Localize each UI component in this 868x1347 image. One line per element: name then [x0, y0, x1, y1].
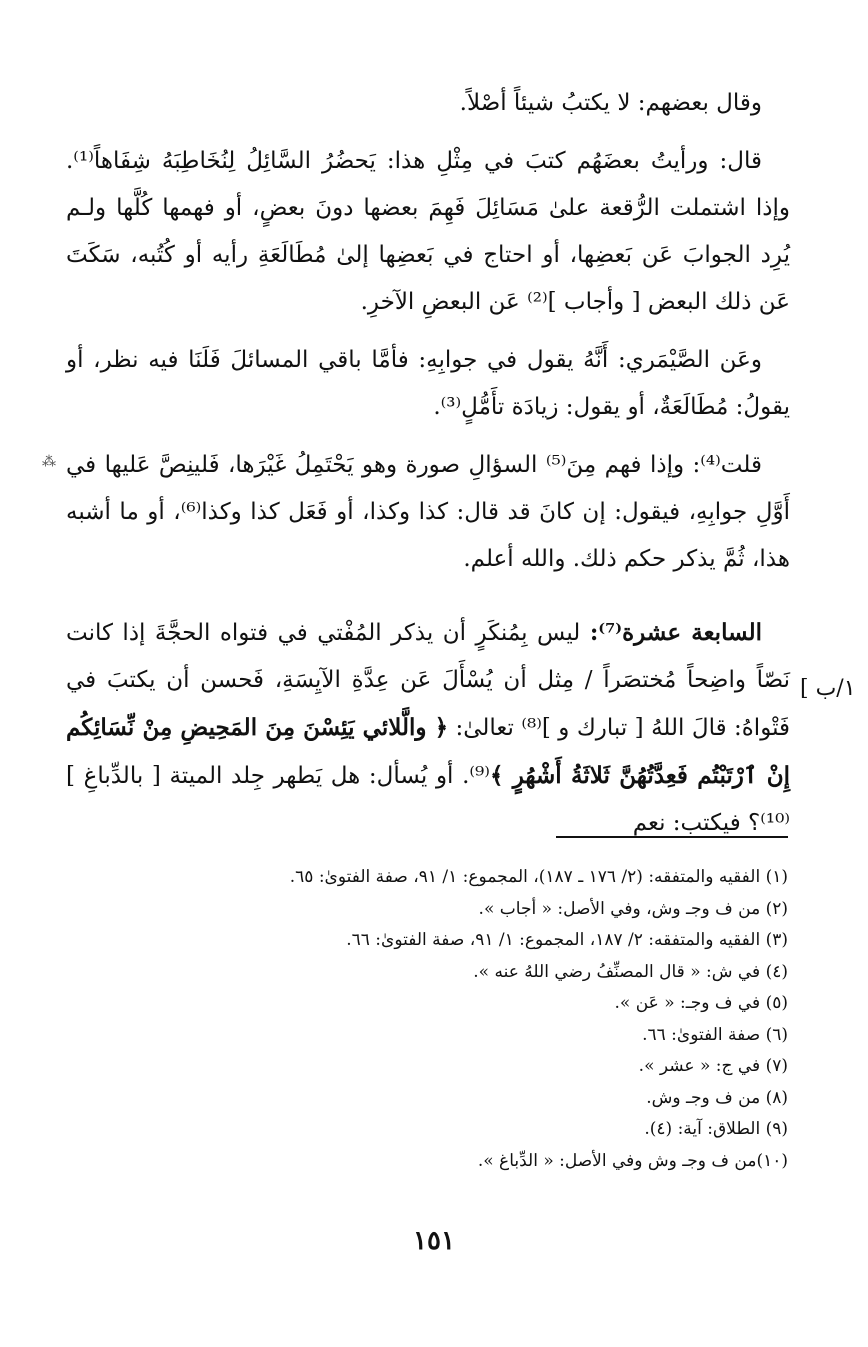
paragraph-4 [66, 442, 790, 583]
paragraph-seventeenth [66, 609, 790, 847]
footnote-item: (٢) من ف وجـ وش، وفي الأصل: « أجاب ». [478, 898, 788, 919]
margin-asterisk-mark: ⁂ [42, 454, 56, 470]
footnote-item: (٧) في ج: « عشر ». [638, 1056, 788, 1076]
paragraph-3 [66, 337, 790, 431]
paragraph-2 [66, 138, 790, 326]
section-heading: السابعة عشرة⁽⁷⁾: [589, 619, 763, 646]
page-number: ١٥١ [413, 1226, 455, 1256]
footnote-item: (١٠)من ف وجـ وش وفي الأصل: « الدِّباغ ». [477, 1150, 788, 1171]
footnote-item: (٨) من ف وجـ وش. [646, 1087, 788, 1108]
manuscript-folio-marker: ١/ب ] [800, 676, 856, 701]
footnote-item: (٥) في ف وجـ: « عَن ». [614, 993, 788, 1013]
footnote-item: (٤) في ش: « قال المصنِّفُ رضي اللهُ عنه ». [473, 961, 788, 982]
footnote-item: (٦) صفة الفتوىٰ: ٦٦. [642, 1024, 788, 1045]
footnote-item: (١) الفقيه والمتفقه: (٢/ ١٧٦ ـ ١٨٧)، المجموع: ١/ ٩١، صفة الفتوىٰ: ٦٥. [289, 867, 788, 887]
paragraph-2-text: قال: ورأيتُ بعضَهُم كتبَ في مِثْلِ هذا: يَحضُرُ السَّائِلُ لِنُخَاطِبَهُ شِفَاهاً⁽¹⁾. وإذا اشتملت الرُّقعة علىٰ مَسَائِلَ فَهِمَ بعضها دونَ بعضٍ، أو فهمها كُلَّها ولـم يُرِد الجوابَ عَن بَعضِها، أو احتاج في بَعضِها إلىٰ مُطَالَعَةِ رأيه أو كُتُبه، سَكَتَ عَن ذلك البعض [ وأجاب ]⁽²⁾ عَن البعضِ الآخرِ. [66, 148, 790, 315]
paragraph-3-text: وعَن الصَّيْمَري: أَنَّهُ يقول في جوابِهِ: فأمَّا باقي المسائلَ فَلَنَا فيه نظر، أو يقولُ: مُطَالَعَةٌ، أو يقول: زيادَة تأَمُّلٍ⁽³⁾. [66, 347, 790, 420]
paragraph-1-text: وقال بعضهم: لا يكتبُ شيئاً أصْلاً. [459, 90, 762, 116]
footnote-separator [556, 836, 788, 838]
seventeenth-text-before: ليس بِمُنكَرٍ أن يذكر المُفْتي في فتواه الحجَّةَ إذا كانت نَصّاً واضِحاً مُختصَراً / مِثل أن يُسْأَلَ عَن عِدَّةِ الآيِسَةِ، فَحسن أن يكتبَ في فَتْواهُ: قالَ اللهُ [ تبارك و ]⁽⁸⁾ تعالىٰ: [66, 620, 791, 741]
paragraph-4-text: قلت⁽⁴⁾: وإذا فهم مِنَ⁽⁵⁾ السؤالِ صورة وهو يَحْتَمِلُ غَيْرَها، فَلينِصَّ عَليها في أَوَّلِ جوابِهِ، فيقول: إن كانَ قد قال: كذا وكذا، أو فَعَل كذا وكذا⁽⁶⁾، أو ما أشبه هذا، ثُمَّ يذكر حكم ذلك. والله أعلم. [66, 452, 790, 572]
footnotes-list [140, 862, 788, 1177]
footnote-item: (٩) الطلاق: آية: (٤). [644, 1119, 788, 1139]
paragraph-1 [66, 80, 790, 127]
footnote-item: (٣) الفقيه والمتفقه: ٢/ ١٨٧، المجموع: ١/ ٩١، صفة الفتوىٰ: ٦٦. [346, 930, 788, 950]
quran-verse: ﴿ والَّلائي يَئِسْنَ مِنَ المَحِيضِ مِنْ نِّسَائِكُم إِنْ ٱرْتَبْتُم فَعِدَّتُهُنَّ ثَلاثَةُ أَشْهُرٍ ﴾ [66, 714, 791, 789]
main-text [66, 80, 790, 858]
seventeenth-text-after: ⁽⁹⁾. أو يُسأل: هل يَطهر جِلد الميتة [ بالدِّباغِ ]⁽¹⁰⁾؟ فيكتب: نعم [66, 763, 790, 836]
